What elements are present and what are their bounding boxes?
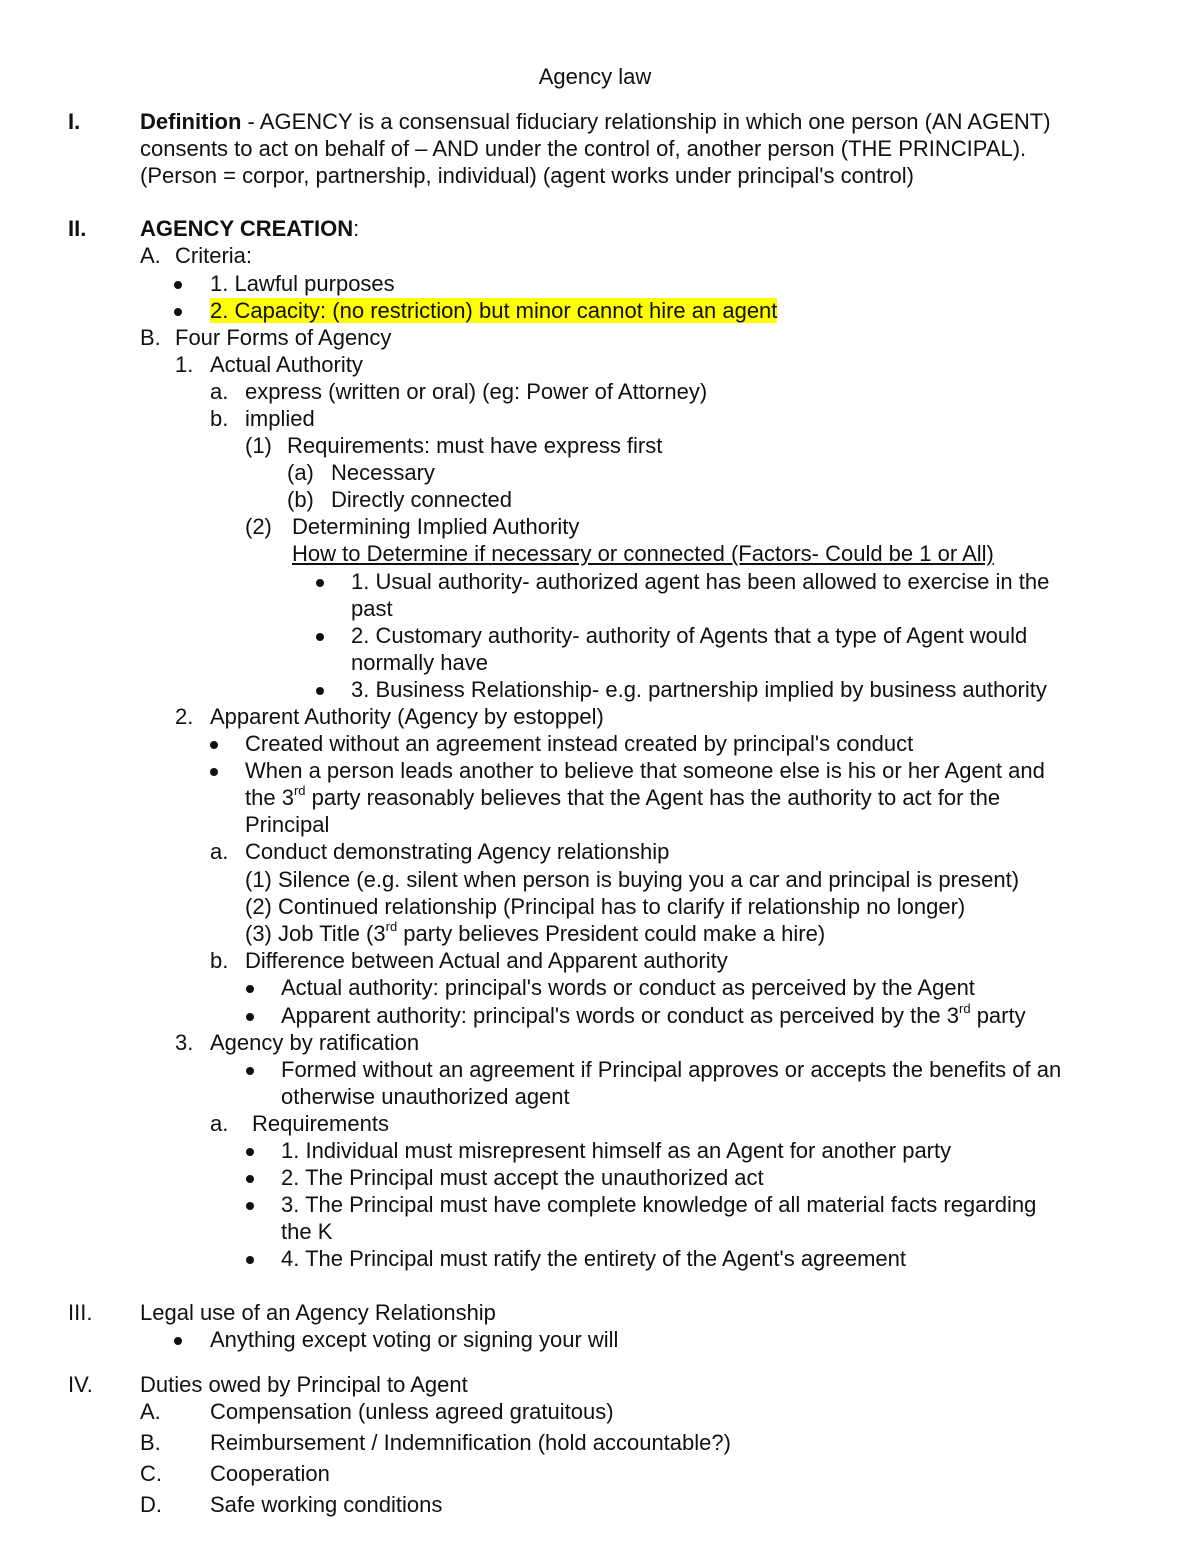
list-marker-B: B. (140, 325, 161, 350)
difference-item-2 (281, 1000, 1026, 1029)
list-marker-A: A. (140, 243, 161, 268)
bullet-icon (316, 579, 324, 587)
duty-marker-A: A. (140, 1399, 161, 1424)
bullet-icon (246, 1256, 254, 1264)
bullet-icon (210, 741, 218, 749)
definition-line-2: consents to act on behalf of – AND under the control of, another person (THE PRINCIPAL). (140, 136, 1027, 161)
duty-item-cooperation: Cooperation (210, 1461, 330, 1486)
list-marker-3: 3. (175, 1030, 194, 1055)
ordinal-suffix: rd (959, 1000, 971, 1016)
apparent-point-2-line-1: When a person leads another to believe that someone else is his or her Agent and (245, 758, 1045, 783)
legal-use-item: Anything except voting or signing your will (210, 1327, 619, 1352)
document-title: Agency law (538, 64, 652, 89)
ratification-requirements-heading: Requirements (252, 1111, 389, 1136)
bullet-icon (246, 1067, 254, 1075)
ratification-req-2: 2. The Principal must accept the unauthorized act (281, 1165, 764, 1190)
bullet-icon (246, 1148, 254, 1156)
business-relationship-item: 3. Business Relationship- e.g. partnership implied by business authority (351, 677, 1047, 702)
criteria-heading: Criteria: (175, 243, 253, 268)
bullet-icon (316, 633, 324, 641)
apparent-point-2-line-3: Principal (245, 812, 330, 837)
ordinal-suffix: rd (385, 918, 398, 934)
list-marker-paren-2: (2) (245, 514, 272, 539)
section-4-number: IV. (68, 1372, 93, 1397)
customary-authority-line-2: normally have (351, 650, 488, 675)
duty-marker-D: D. (140, 1492, 162, 1517)
list-marker-a: a. (210, 839, 229, 864)
ratification-req-4: 4. The Principal must ratify the entirety of the Agent's agreement (281, 1246, 907, 1271)
bullet-icon (316, 687, 324, 695)
four-forms-heading: Four Forms of Agency (175, 325, 392, 350)
definition-text-1: AGENCY is a consensual fiduciary relationship in which one person (AN AGENT) (259, 109, 1051, 134)
criteria-item-2 (210, 298, 777, 324)
directly-connected-item: Directly connected (331, 487, 512, 512)
section-3-heading: Legal use of an Agency Relationship (140, 1300, 496, 1325)
apparent-point-1: Created without an agreement instead created by principal's conduct (245, 731, 914, 756)
list-marker-1: 1. (175, 352, 194, 377)
determining-implied-heading: Determining Implied Authority (292, 514, 580, 539)
section-1-number: I. (68, 109, 81, 134)
text-part: (3) Job Title (3 (245, 921, 386, 946)
apparent-authority-heading: Apparent Authority (Agency by estoppel) (210, 704, 604, 729)
express-item: express (written or oral) (eg: Power of Attorney) (245, 379, 708, 404)
section-2-number: II. (68, 216, 87, 241)
section-2-heading (140, 216, 359, 242)
necessary-item: Necessary (331, 460, 435, 485)
list-marker-paren-b: (b) (287, 487, 314, 512)
ordinal-suffix: rd (293, 782, 306, 798)
duty-item-compensation: Compensation (unless agreed gratuitous) (210, 1399, 614, 1424)
ratification-point-line-2: otherwise unauthorized agent (281, 1084, 570, 1109)
text-part: Apparent authority: principal's words or conduct as perceived by the 3 (281, 1003, 960, 1028)
bullet-icon (174, 308, 182, 316)
definition-separator: - (241, 109, 260, 134)
apparent-point-2-line-2 (245, 782, 1001, 811)
customary-authority-line-1: 2. Customary authority- authority of Agents that a type of Agent would (351, 623, 1028, 648)
definition-line-3: (Person = corpor, partnership, individual) (agent works under principal's control) (140, 163, 914, 188)
actual-authority-heading: Actual Authority (210, 352, 363, 377)
section-2-heading-text: AGENCY CREATION (140, 216, 354, 241)
definition-line-1 (140, 109, 1051, 135)
text-part: the 3 (245, 785, 294, 810)
bullet-icon (174, 1337, 182, 1345)
conduct-item-1: (1) Silence (e.g. silent when person is buying you a car and principal is present) (245, 867, 1020, 892)
ratification-req-3-line-1: 3. The Principal must have complete knowledge of all material facts regarding (281, 1192, 1037, 1217)
conduct-item-3 (245, 918, 826, 947)
list-marker-paren-1: (1) (245, 433, 272, 458)
ratification-point-line-1: Formed without an agreement if Principal approves or accepts the benefits of an (281, 1057, 1062, 1082)
bullet-icon (246, 1013, 254, 1021)
duty-item-safe-conditions: Safe working conditions (210, 1492, 443, 1517)
list-marker-a: a. (210, 1111, 229, 1136)
conduct-heading: Conduct demonstrating Agency relationship (245, 839, 670, 864)
requirements-item: Requirements: must have express first (287, 433, 663, 458)
text-part: party believes President could make a hire) (397, 921, 826, 946)
bullet-icon (246, 985, 254, 993)
definition-term: Definition (140, 109, 242, 134)
usual-authority-line-2: past (351, 596, 393, 621)
highlighted-text: 2. Capacity: (no restriction) but minor cannot hire an agent (210, 298, 778, 323)
difference-item-1: Actual authority: principal's words or conduct as perceived by the Agent (281, 975, 975, 1000)
duty-marker-C: C. (140, 1461, 162, 1486)
criteria-item-1: 1. Lawful purposes (210, 271, 395, 296)
text-part: party reasonably believes that the Agent has the authority to act for the (305, 785, 1001, 810)
usual-authority-line-1: 1. Usual authority- authorized agent has been allowed to exercise in the (351, 569, 1050, 594)
conduct-item-2: (2) Continued relationship (Principal has to clarify if relationship no longer) (245, 894, 966, 919)
difference-heading: Difference between Actual and Apparent authority (245, 948, 728, 973)
implied-item: implied (245, 406, 315, 431)
section-2-heading-colon: : (353, 216, 360, 241)
list-marker-paren-a: (a) (287, 460, 314, 485)
factors-subheading: How to Determine if necessary or connected (Factors- Could be 1 or All) (292, 541, 994, 566)
ratification-req-1: 1. Individual must misrepresent himself as an Agent for another party (281, 1138, 952, 1163)
bullet-icon (246, 1175, 254, 1183)
list-marker-2: 2. (175, 704, 194, 729)
list-marker-b: b. (210, 406, 229, 431)
ratification-heading: Agency by ratification (210, 1030, 420, 1055)
bullet-icon (174, 281, 182, 289)
section-3-number: III. (68, 1300, 93, 1325)
list-marker-a: a. (210, 379, 229, 404)
bullet-icon (210, 768, 218, 776)
duty-marker-B: B. (140, 1430, 161, 1455)
ratification-req-3-line-2: the K (281, 1219, 333, 1244)
list-marker-b: b. (210, 948, 229, 973)
bullet-icon (246, 1202, 254, 1210)
text-part: party (970, 1003, 1026, 1028)
duty-item-reimbursement: Reimbursement / Indemnification (hold accountable?) (210, 1430, 731, 1455)
section-4-heading: Duties owed by Principal to Agent (140, 1372, 468, 1397)
